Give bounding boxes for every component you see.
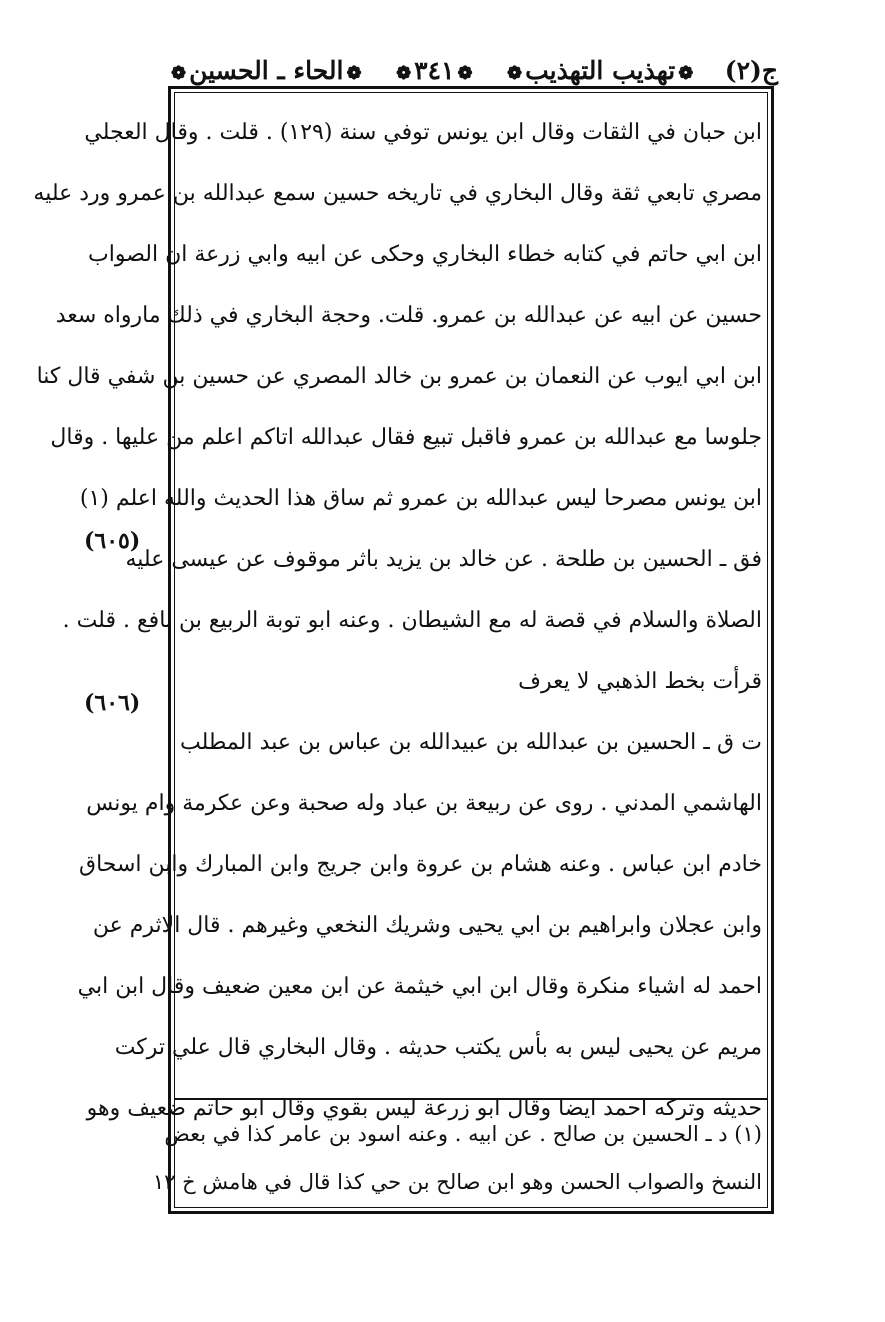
ornament-icon: ❁: [396, 62, 412, 84]
entry-number-606: (٦٠٦): [84, 690, 141, 716]
footnote: [152, 1110, 762, 1206]
text-line: الهاشمي المدني . روى عن ربيعة بن عباد وله صحبة وعن عكرمة وام يونس: [86, 791, 762, 816]
running-header: [168, 50, 778, 90]
header-volume: ج(۲): [724, 55, 778, 85]
footnote-line: (۱) د ـ الحسين بن صالح . عن ابيه . وعنه اسود بن عامر كذا في بعض: [164, 1122, 762, 1146]
text-line: مصري تابعي ثقة وقال البخاري في تاريخه حسين سمع عبدالله بن عمرو ورد عليه: [33, 181, 762, 206]
text-line: ت ق ـ الحسين بن عبدالله بن عبيدالله بن عباس بن عبد المطلب: [180, 730, 762, 755]
header-page-number: ❁۳٤۱❁: [393, 56, 475, 85]
ornament-icon: ❁: [171, 62, 187, 84]
text-line: ابن يونس مصرحا ليس عبدالله بن عمرو ثم ساق هذا الحديث والله اعلم (۱): [79, 486, 762, 511]
text-line: ابن ابي حاتم في كتابه خطاء البخاري وحكى عن ابيه وابي زرعة ان الصواب: [88, 242, 762, 267]
text-line: حديثه وتركه احمد ايضا وقال ابو زرعة ليس بقوي وقال ابو حاتم ضعيف وهو: [86, 1096, 762, 1121]
ornament-icon: ❁: [507, 62, 523, 84]
footnote-line: النسخ والصواب الحسن وهو ابن صالح بن حي كذا قال في هامش خ ۱۲: [152, 1170, 762, 1194]
text-line: مريم عن يحيى ليس به بأس يكتب حديثه . وقال البخاري قال علي تركت: [114, 1035, 762, 1060]
text-line: وابن عجلان وابراهيم بن ابي يحيى وشريك النخعي وغيرهم . قال الاثرم عن: [92, 913, 762, 938]
footnote-divider: [174, 1098, 768, 1100]
ornament-icon: ❁: [678, 62, 694, 84]
text-line: احمد له اشياء منكرة وقال ابن ابي خيثمة عن ابن معين ضعيف وقال ابن ابي: [77, 974, 762, 999]
text-line: جلوسا مع عبدالله بن عمرو فاقبل تبيع فقال عبدالله اتاكم اعلم من عليها . وقال: [50, 425, 762, 450]
text-line: حسين عن ابيه عن عبدالله بن عمرو. قلت. وحجة البخاري في ذلك مارواه سعد: [55, 303, 762, 328]
text-line: الصلاة والسلام في قصة له مع الشيطان . وعنه ابو توبة الربيع بن نافع . قلت .: [62, 608, 762, 633]
ornament-icon: ❁: [346, 62, 362, 84]
header-section: ❁الحاء ـ الحسين❁: [168, 56, 365, 85]
entry-number-605: (٦٠٥): [84, 528, 141, 554]
header-book-title: ❁تهذيب التهذيب❁: [504, 56, 696, 85]
text-line: خادم ابن عباس . وعنه هشام بن عروة وابن جريج وابن المبارك وابن اسحاق: [79, 852, 762, 877]
text-line: ابن ابي ايوب عن النعمان بن عمرو بن خالد المصري عن حسين بن شفي قال كنا: [36, 364, 762, 389]
ornament-icon: ❁: [457, 62, 473, 84]
text-line: ابن حبان في الثقات وقال ابن يونس توفي سنة (۱۲۹) . قلت . وقال العجلي: [84, 120, 762, 145]
text-line: فق ـ الحسين بن طلحة . عن خالد بن يزيد باثر موقوف عن عيسى عليه: [125, 547, 762, 572]
text-line: قرأت بخط الذهبي لا يعرف: [518, 669, 762, 694]
